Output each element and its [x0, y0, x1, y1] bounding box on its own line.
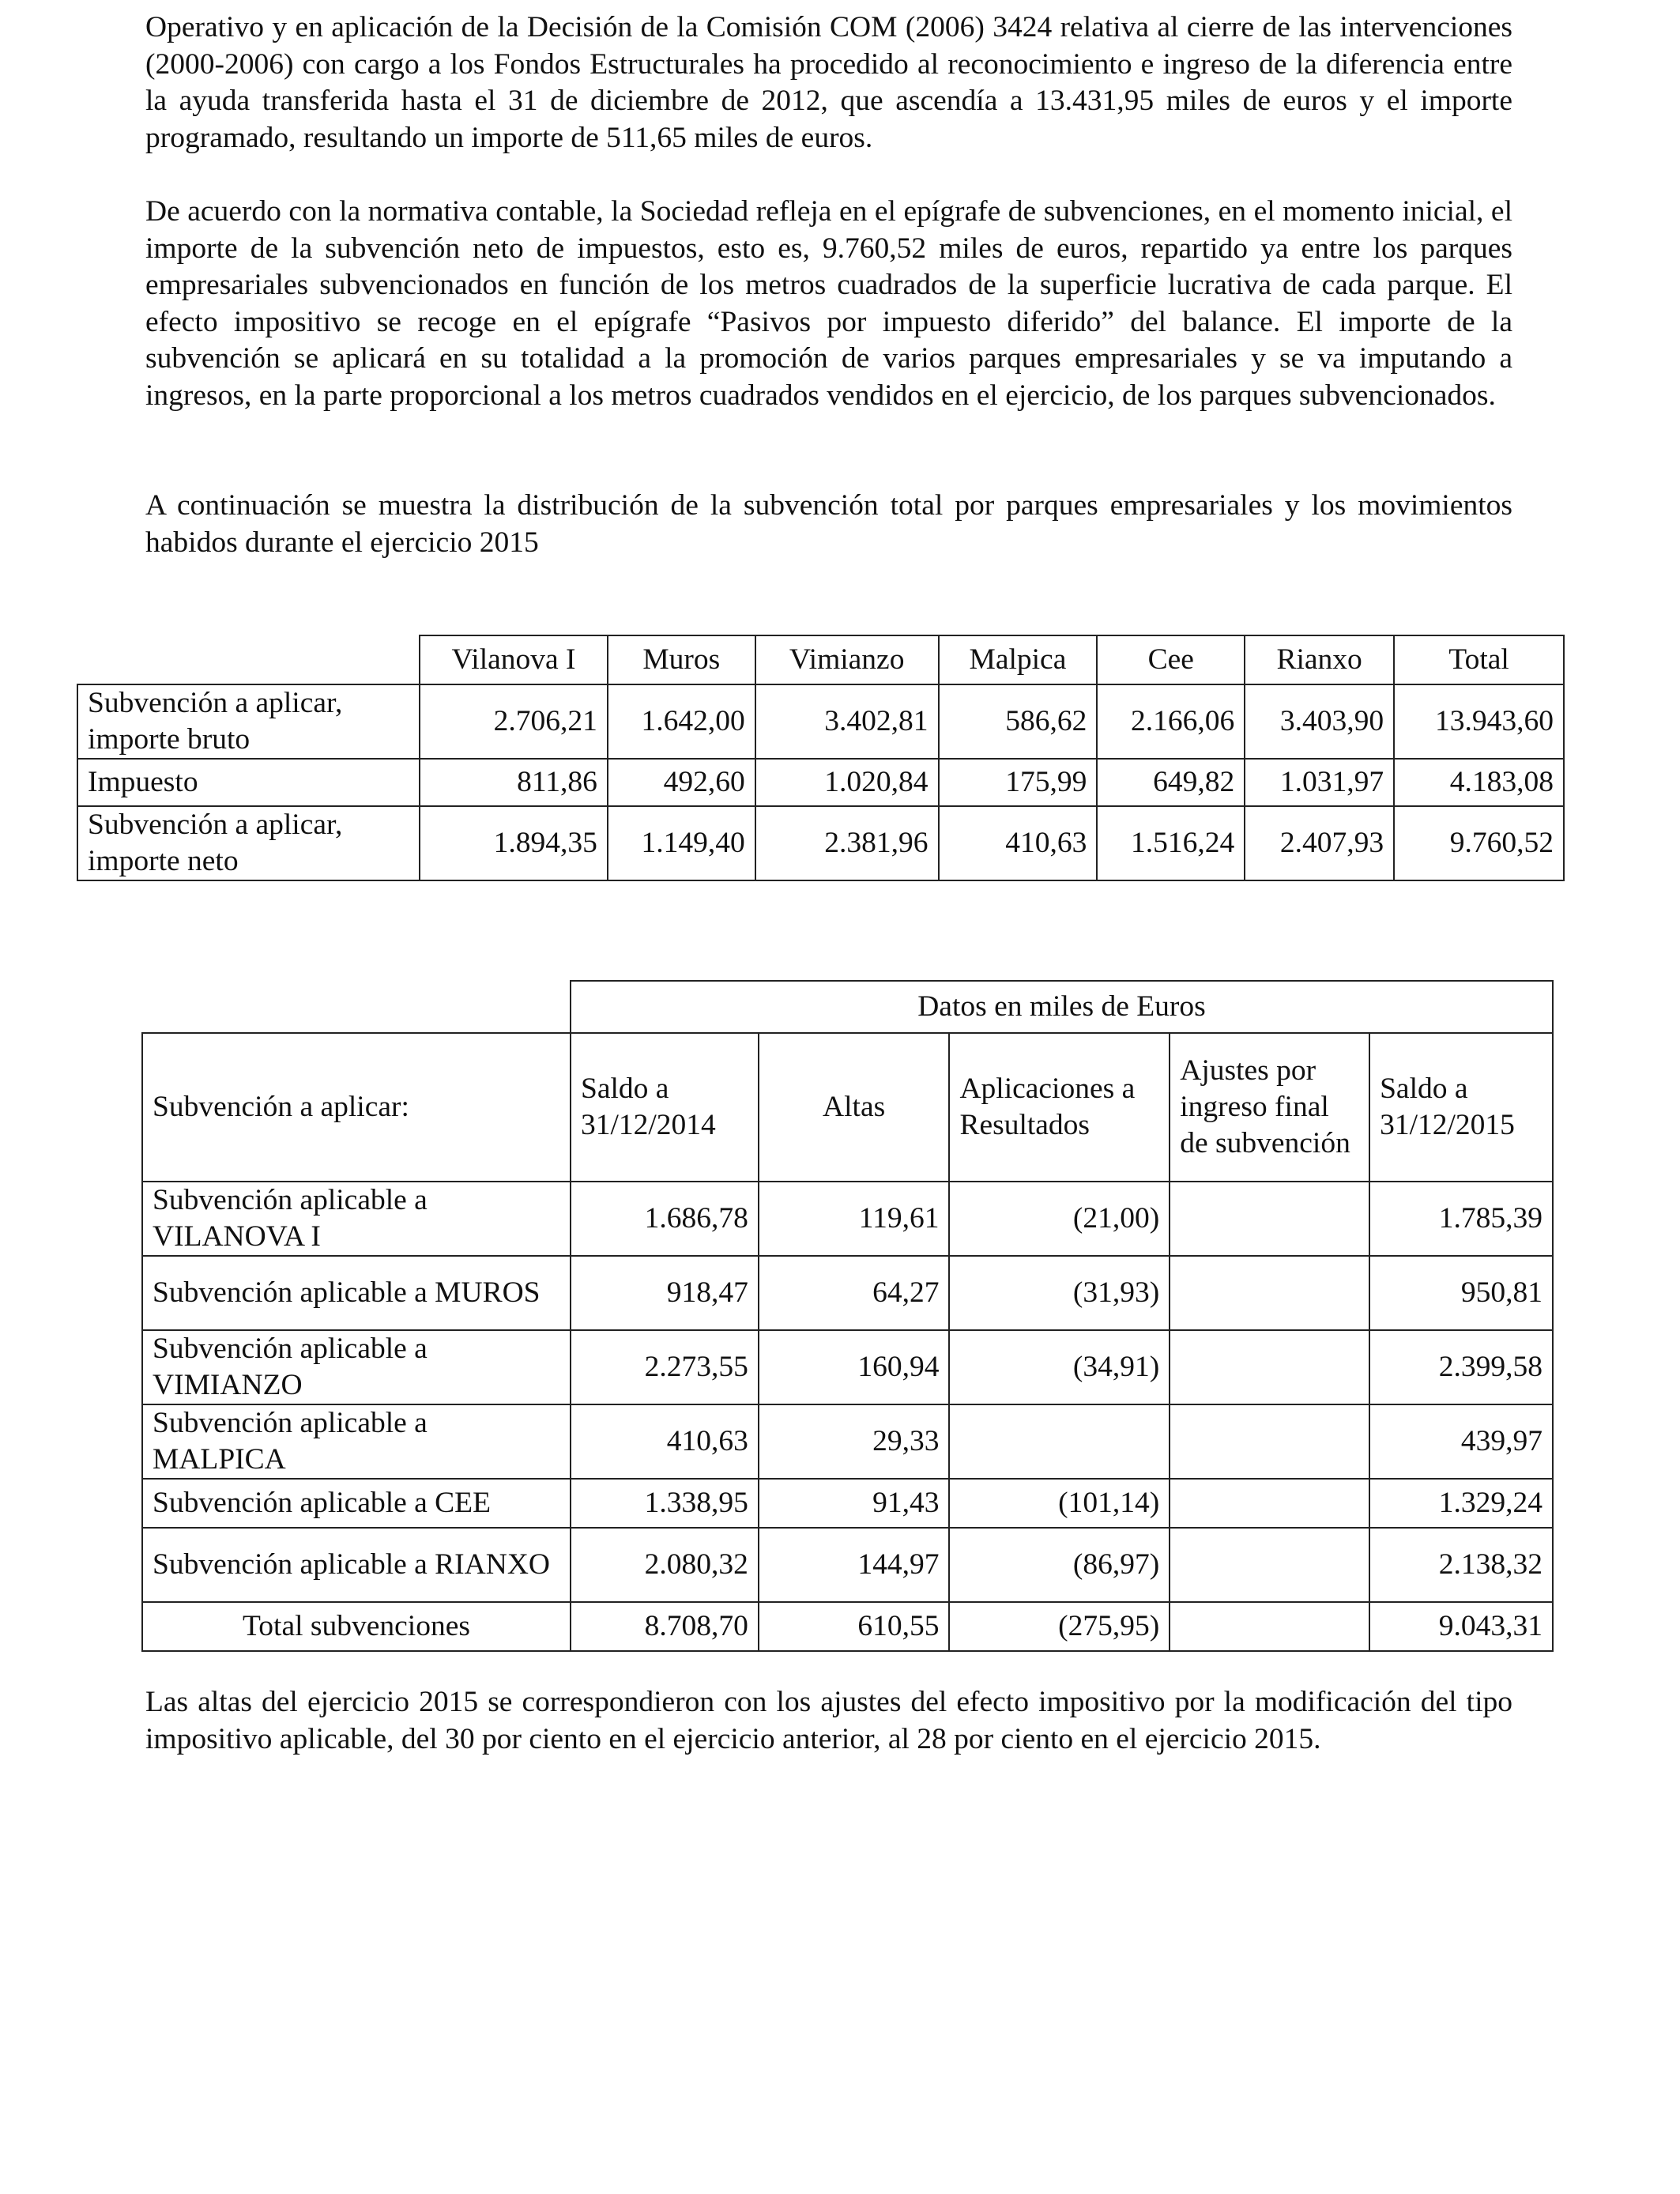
column-header: Rianxo [1245, 635, 1394, 684]
table-cell: (101,14) [949, 1479, 1170, 1528]
table-cell: 439,97 [1369, 1404, 1553, 1479]
subsidy-distribution-table [77, 635, 1565, 881]
table-header-row [77, 635, 1564, 684]
row-label: Subvención a aplicar, importe neto [77, 806, 420, 880]
table-row [142, 1256, 1553, 1330]
lead-header: Subvención a aplicar: [142, 1033, 571, 1182]
table-cell: 2.407,93 [1245, 806, 1394, 880]
subsidy-movements-table [141, 980, 1554, 1652]
table-cell: 2.273,55 [571, 1330, 759, 1404]
table-cell: 2.381,96 [755, 806, 939, 880]
table-cell: 13.943,60 [1394, 684, 1564, 759]
row-label: Subvención aplicable a RIANXO [142, 1528, 571, 1602]
table-cell: 1.686,78 [571, 1182, 759, 1256]
table-cell: 3.402,81 [755, 684, 939, 759]
units-header-row [142, 981, 1553, 1033]
table-cell: 2.399,58 [1369, 1330, 1553, 1404]
table-cell [1170, 1404, 1369, 1479]
table-cell: 649,82 [1097, 759, 1245, 806]
column-header: Total [1394, 635, 1564, 684]
table-header-row [142, 1033, 1553, 1182]
table-cell: 492,60 [608, 759, 755, 806]
row-label: Impuesto [77, 759, 420, 806]
table-row [142, 1404, 1553, 1479]
column-header: Altas [759, 1033, 950, 1182]
column-header: Saldo a 31/12/2015 [1369, 1033, 1553, 1182]
total-cell: 610,55 [759, 1602, 950, 1651]
column-header: Ajustes por ingreso final de subvención [1170, 1033, 1369, 1182]
table-row [142, 1330, 1553, 1404]
paragraph-normativa-contable: De acuerdo con la normativa contable, la Sociedad refleja en el epígrafe de subvenciones, en el momento inicial, el importe de la subvención neto de impuestos, esto es, 9.760,52 miles de euros, repartido ya entre los parques empresariales subvencionados en función de los metros cuadrados de la superficie lucrativa de cada parque. El efecto impositivo se recoge en el epígrafe “Pasivos por impuesto diferido” del balance. El importe de la subvención se aplicará en su totalidad a la promoción de varios parques empresariales y se va imputando a ingresos, en la parte proporcional a los metros cuadrados vendidos en el ejercicio, de los parques subvencionados. [145, 195, 1512, 412]
table-row [142, 1528, 1553, 1602]
table-cell [1170, 1182, 1369, 1256]
table-cell: 4.183,08 [1394, 759, 1564, 806]
table-cell: 918,47 [571, 1256, 759, 1330]
paragraph-cierre-intervenciones: Operativo y en aplicación de la Decisión de la Comisión COM (2006) 3424 relativa al cierre de las intervenciones (2000-2006) con cargo a los Fondos Estructurales ha procedido al reconocimiento e ingreso de la diferencia entre la ayuda transferida hasta el 31 de diciembre de 2012, que ascendía a 13.431,95 miles de euros y el importe programado, resultando un importe de 511,65 miles de euros. [145, 11, 1512, 154]
table-cell: 2.166,06 [1097, 684, 1245, 759]
row-label: Subvención aplicable a VILANOVA I [142, 1182, 571, 1256]
table-cell [1170, 1528, 1369, 1602]
column-header: Vimianzo [755, 635, 939, 684]
table-cell: 119,61 [759, 1182, 950, 1256]
table-cell: 2.706,21 [420, 684, 608, 759]
table-cell: 811,86 [420, 759, 608, 806]
table-cell: 29,33 [759, 1404, 950, 1479]
row-label: Subvención a aplicar, importe bruto [77, 684, 420, 759]
table-row [77, 806, 1564, 880]
row-label: Subvención aplicable a MALPICA [142, 1404, 571, 1479]
table-cell: 2.138,32 [1369, 1528, 1553, 1602]
header-blank-cell [77, 635, 420, 684]
column-header: Vilanova I [420, 635, 608, 684]
column-header: Cee [1097, 635, 1245, 684]
paragraph-distribucion-intro: A continuación se muestra la distribución de la subvención total por parques empresariales y los movimientos habidos durante el ejercicio 2015 [145, 489, 1512, 559]
row-label: Subvención aplicable a VIMIANZO [142, 1330, 571, 1404]
table-row [77, 684, 1564, 759]
column-header: Malpica [939, 635, 1098, 684]
table-cell: 91,43 [759, 1479, 950, 1528]
table-row [77, 759, 1564, 806]
table-cell: 175,99 [939, 759, 1098, 806]
table-cell: 2.080,32 [571, 1528, 759, 1602]
table-cell: 3.403,90 [1245, 684, 1394, 759]
total-cell: 8.708,70 [571, 1602, 759, 1651]
table-cell: 1.894,35 [420, 806, 608, 880]
table-row [142, 1479, 1553, 1528]
table-cell: 410,63 [571, 1404, 759, 1479]
table-cell: 144,97 [759, 1528, 950, 1602]
table-cell [1170, 1330, 1369, 1404]
table-cell: 1.338,95 [571, 1479, 759, 1528]
table-cell: 1.642,00 [608, 684, 755, 759]
column-header: Saldo a 31/12/2014 [571, 1033, 759, 1182]
table-cell [1170, 1479, 1369, 1528]
row-label: Subvención aplicable a MUROS [142, 1256, 571, 1330]
total-cell [1170, 1602, 1369, 1651]
total-cell: 9.043,31 [1369, 1602, 1553, 1651]
paragraph-altas-ejercicio: Las altas del ejercicio 2015 se correspondieron con los ajustes del efecto impositivo por la modificación del tipo impositivo aplicable, del 30 por ciento en el ejercicio anterior, al 28 por ciento en el ejercicio 2015. [145, 1686, 1512, 1755]
table-cell: 1.785,39 [1369, 1182, 1553, 1256]
table-cell: (34,91) [949, 1330, 1170, 1404]
total-label: Total subvenciones [142, 1602, 571, 1651]
table-cell [1170, 1256, 1369, 1330]
table-cell: 410,63 [939, 806, 1098, 880]
table-cell: 64,27 [759, 1256, 950, 1330]
total-row [142, 1602, 1553, 1651]
table-row [142, 1182, 1553, 1256]
table-cell: 1.329,24 [1369, 1479, 1553, 1528]
table-cell: 160,94 [759, 1330, 950, 1404]
header-blank-cell [142, 981, 571, 1033]
column-header: Muros [608, 635, 755, 684]
table-cell: (86,97) [949, 1528, 1170, 1602]
table-cell: 950,81 [1369, 1256, 1553, 1330]
table-cell [949, 1404, 1170, 1479]
column-header: Aplicaciones a Resultados [949, 1033, 1170, 1182]
units-header: Datos en miles de Euros [571, 981, 1553, 1033]
row-label: Subvención aplicable a CEE [142, 1479, 571, 1528]
table-cell: 1.516,24 [1097, 806, 1245, 880]
table-cell: 586,62 [939, 684, 1098, 759]
table-cell: 1.031,97 [1245, 759, 1394, 806]
total-cell: (275,95) [949, 1602, 1170, 1651]
table-cell: (21,00) [949, 1182, 1170, 1256]
table-cell: 1.149,40 [608, 806, 755, 880]
table-cell: 9.760,52 [1394, 806, 1564, 880]
table-cell: (31,93) [949, 1256, 1170, 1330]
table-cell: 1.020,84 [755, 759, 939, 806]
